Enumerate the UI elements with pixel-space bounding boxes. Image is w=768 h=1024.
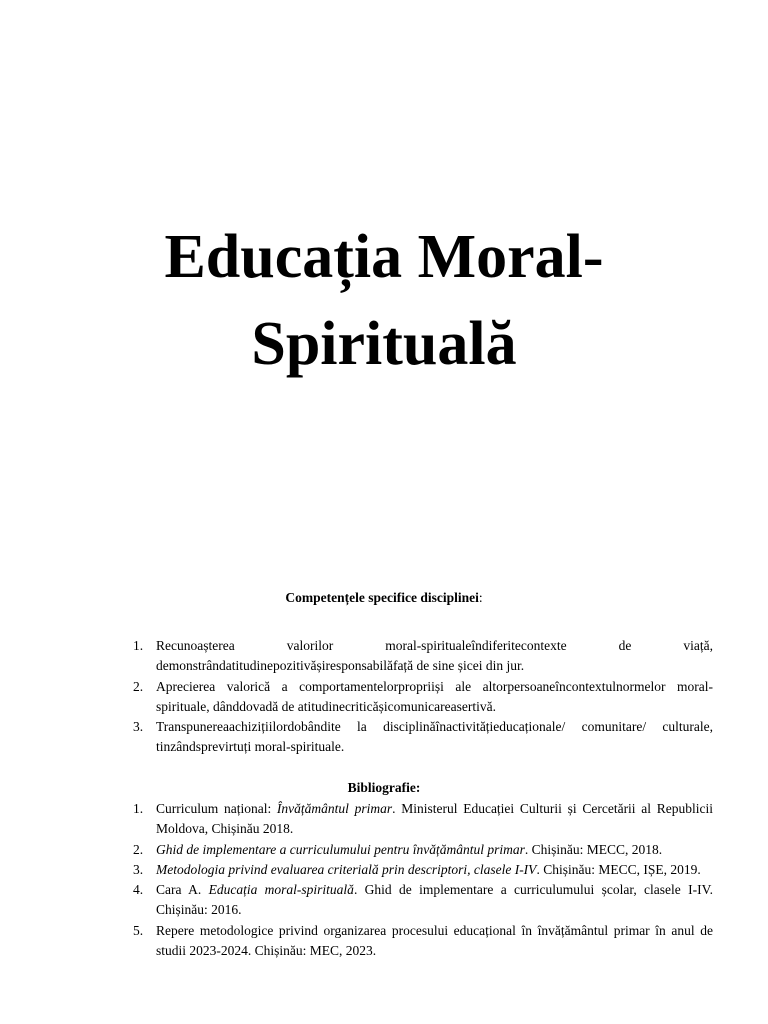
- list-item: [133, 636, 713, 677]
- list-item-number: 1.: [133, 638, 144, 653]
- competencies-list: [133, 636, 713, 758]
- citation-text: Repere metodologice privind organizarea procesului educațional în învățământul primar în anul de studii 2023-2024. Chișinău: MEC, 2023.: [156, 922, 713, 959]
- list-item-number: 3.: [133, 861, 144, 877]
- competencies-heading: [0, 588, 768, 608]
- bibliography-item: [133, 799, 713, 840]
- bibliography-item: [133, 880, 713, 921]
- bibliography-item: [133, 921, 713, 962]
- bibliography-heading: Bibliografie:: [347, 780, 421, 795]
- list-item-number: 2.: [133, 678, 144, 694]
- competencies-heading-colon: :: [478, 590, 483, 605]
- bibliography-item: [133, 840, 713, 860]
- citation-title: Educația moral-spirituală: [208, 882, 354, 898]
- list-item-number: 1.: [133, 801, 144, 816]
- title-line-1: Educația Moral-: [164, 223, 604, 291]
- list-item-number: 4.: [133, 882, 144, 898]
- citation-title: Metodologia privind evaluarea criterială prin descriptori, clasele I-IV: [156, 861, 537, 877]
- document-title: [0, 214, 768, 388]
- citation-details: . Chișinău: MECC, IȘE, 2019.: [536, 861, 701, 877]
- list-item-number: 2.: [133, 841, 144, 857]
- list-item-number: 3.: [133, 719, 144, 735]
- bibliography-item: [133, 860, 713, 880]
- competencies-heading-text: Competențele specifice disciplinei: [285, 590, 479, 605]
- citation-details: . Chișinău: MECC, 2018.: [524, 841, 663, 857]
- citation-title: Ghid de implementare a curriculumului pentru învățământul primar: [156, 841, 525, 857]
- citation-details: . Ministerul Educației Culturii și Cercetării al Republicii Moldova, Chișinău 2018.: [156, 801, 713, 837]
- citation-title: Învățământul primar: [276, 801, 393, 816]
- title-line-2: Spirituală: [251, 310, 517, 378]
- citation-text: Curriculum național:: [156, 801, 277, 816]
- list-item-text: Aprecierea valorică a comportamentelorpropriiși ale altorpersoaneîncontextulnormelor moral-spirituale, dânddovadă de atitudinecriticășicomunicareasertivă.: [156, 678, 713, 714]
- list-item-text: Recunoașterea valorilor moral-spiritualeîndiferitecontexte de viață, demonstrândatitudinepozitivășiresponsabilăfață de sine șicei din jur.: [156, 638, 713, 674]
- bibliography-list: [133, 799, 713, 961]
- list-item: [133, 717, 713, 758]
- citation-details: . Ghid de implementare a curriculumului școlar, clasele I-IV. Chișinău: 2016.: [156, 882, 713, 918]
- citation-text: Cara A.: [156, 882, 209, 898]
- list-item-text: Transpunereaachizițiilordobândite la disciplinăînactivitățieducaționale/ comunitare/ culturale, tinzândsprevirtuți moral-spirituale.: [156, 719, 713, 755]
- list-item: [133, 677, 713, 718]
- list-item-number: 5.: [133, 922, 144, 938]
